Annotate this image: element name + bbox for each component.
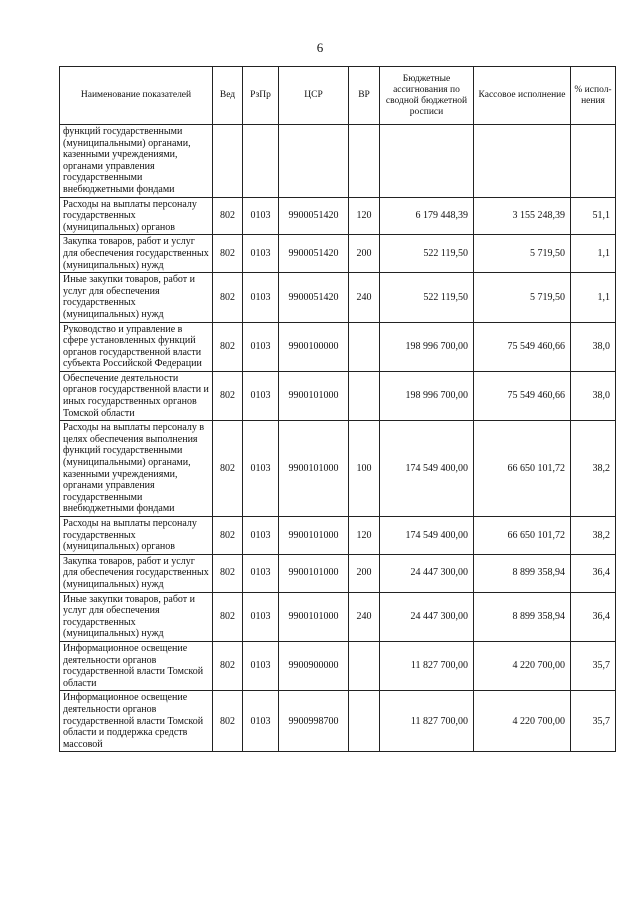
cell-rzpr: 0103 bbox=[243, 197, 279, 235]
cell-name: Закупка товаров, работ и услуг для обеспечения государственных (муниципальных) нужд bbox=[60, 235, 213, 273]
cell-budget: 24 447 300,00 bbox=[380, 592, 474, 641]
cell-csr: 9900051420 bbox=[279, 235, 349, 273]
header-name: Наименование показателей bbox=[60, 67, 213, 125]
cell-vr: 200 bbox=[349, 235, 380, 273]
cell-budget: 24 447 300,00 bbox=[380, 554, 474, 592]
table-row bbox=[60, 273, 616, 322]
cell-vr: 240 bbox=[349, 273, 380, 322]
cell-name: Расходы на выплаты персоналу в целях обеспечения выполнения функций государственными (муниципальными) органами, казенными учреждениями, органами управления государственными внебюджетными фондами bbox=[60, 421, 213, 517]
cell-cash: 5 719,50 bbox=[474, 235, 571, 273]
header-csr: ЦСР bbox=[279, 67, 349, 125]
cell-budget: 522 119,50 bbox=[380, 235, 474, 273]
table-row bbox=[60, 421, 616, 517]
cell-name: Руководство и управление в сфере установленных функций органов государственной власти субъекта Российской Федерации bbox=[60, 322, 213, 371]
cell-pct: 51,1 bbox=[571, 197, 616, 235]
cell-vr: 120 bbox=[349, 517, 380, 555]
cell-name: Иные закупки товаров, работ и услуг для обеспечения государственных (муниципальных) нужд bbox=[60, 273, 213, 322]
table-body bbox=[60, 125, 616, 752]
cell-rzpr: 0103 bbox=[243, 421, 279, 517]
cell-vr bbox=[349, 371, 380, 420]
cell-pct: 38,2 bbox=[571, 517, 616, 555]
cell-rzpr bbox=[243, 125, 279, 198]
cell-vr bbox=[349, 691, 380, 752]
cell-vr bbox=[349, 641, 380, 690]
cell-budget: 522 119,50 bbox=[380, 273, 474, 322]
table-row bbox=[60, 322, 616, 371]
header-cash: Кассовое исполнение bbox=[474, 67, 571, 125]
table-row bbox=[60, 125, 616, 198]
cell-vr: 240 bbox=[349, 592, 380, 641]
cell-cash: 66 650 101,72 bbox=[474, 421, 571, 517]
cell-pct: 38,2 bbox=[571, 421, 616, 517]
cell-ved: 802 bbox=[213, 421, 243, 517]
cell-budget: 198 996 700,00 bbox=[380, 322, 474, 371]
cell-cash: 5 719,50 bbox=[474, 273, 571, 322]
cell-ved: 802 bbox=[213, 371, 243, 420]
cell-ved: 802 bbox=[213, 691, 243, 752]
cell-cash: 4 220 700,00 bbox=[474, 691, 571, 752]
cell-csr: 9900100000 bbox=[279, 322, 349, 371]
table-row bbox=[60, 371, 616, 420]
cell-csr bbox=[279, 125, 349, 198]
header-rzpr: РзПр bbox=[243, 67, 279, 125]
cell-rzpr: 0103 bbox=[243, 592, 279, 641]
cell-ved: 802 bbox=[213, 641, 243, 690]
cell-vr bbox=[349, 322, 380, 371]
cell-ved: 802 bbox=[213, 592, 243, 641]
cell-cash: 8 899 358,94 bbox=[474, 554, 571, 592]
cell-csr: 9900051420 bbox=[279, 273, 349, 322]
cell-csr: 9900101000 bbox=[279, 371, 349, 420]
cell-name: Расходы на выплаты персоналу государственных (муниципальных) органов bbox=[60, 517, 213, 555]
cell-name: Закупка товаров, работ и услуг для обеспечения государственных (муниципальных) нужд bbox=[60, 554, 213, 592]
cell-pct: 35,7 bbox=[571, 641, 616, 690]
cell-name: Информационное освещение деятельности органов государственной власти Томской области и поддержка средств массовой bbox=[60, 691, 213, 752]
cell-vr: 120 bbox=[349, 197, 380, 235]
cell-csr: 9900101000 bbox=[279, 592, 349, 641]
cell-pct: 36,4 bbox=[571, 592, 616, 641]
cell-rzpr: 0103 bbox=[243, 691, 279, 752]
cell-ved: 802 bbox=[213, 197, 243, 235]
cell-name: Обеспечение деятельности органов государственной власти и иных государственных органов Томской области bbox=[60, 371, 213, 420]
header-vr: ВР bbox=[349, 67, 380, 125]
cell-budget: 198 996 700,00 bbox=[380, 371, 474, 420]
cell-name: Иные закупки товаров, работ и услуг для обеспечения государственных (муниципальных) нужд bbox=[60, 592, 213, 641]
cell-pct: 1,1 bbox=[571, 273, 616, 322]
header-pct: % испол-нения bbox=[571, 67, 616, 125]
cell-cash: 8 899 358,94 bbox=[474, 592, 571, 641]
cell-budget: 174 549 400,00 bbox=[380, 517, 474, 555]
cell-ved: 802 bbox=[213, 517, 243, 555]
cell-cash: 75 549 460,66 bbox=[474, 371, 571, 420]
cell-ved: 802 bbox=[213, 273, 243, 322]
cell-rzpr: 0103 bbox=[243, 554, 279, 592]
cell-pct: 38,0 bbox=[571, 322, 616, 371]
cell-pct: 36,4 bbox=[571, 554, 616, 592]
cell-csr: 9900101000 bbox=[279, 517, 349, 555]
cell-name: Расходы на выплаты персоналу государственных (муниципальных) органов bbox=[60, 197, 213, 235]
cell-pct: 35,7 bbox=[571, 691, 616, 752]
cell-rzpr: 0103 bbox=[243, 371, 279, 420]
cell-rzpr: 0103 bbox=[243, 235, 279, 273]
cell-rzpr: 0103 bbox=[243, 273, 279, 322]
table-row bbox=[60, 235, 616, 273]
cell-cash: 66 650 101,72 bbox=[474, 517, 571, 555]
cell-csr: 9900101000 bbox=[279, 554, 349, 592]
cell-rzpr: 0103 bbox=[243, 641, 279, 690]
cell-vr bbox=[349, 125, 380, 198]
page-number: 6 bbox=[316, 40, 324, 55]
cell-name: функций государственными (муниципальными) органами, казенными учреждениями, органами управления государственными внебюджетными фондами bbox=[60, 125, 213, 198]
table-row bbox=[60, 691, 616, 752]
table-row bbox=[60, 554, 616, 592]
cell-rzpr: 0103 bbox=[243, 322, 279, 371]
table-row bbox=[60, 197, 616, 235]
budget-execution-table bbox=[59, 66, 616, 752]
table-row bbox=[60, 592, 616, 641]
cell-ved: 802 bbox=[213, 554, 243, 592]
cell-rzpr: 0103 bbox=[243, 517, 279, 555]
cell-budget: 6 179 448,39 bbox=[380, 197, 474, 235]
header-budget: Бюджетные ассигнования по сводной бюджетной росписи bbox=[380, 67, 474, 125]
cell-pct bbox=[571, 125, 616, 198]
cell-cash: 75 549 460,66 bbox=[474, 322, 571, 371]
table-header-row bbox=[60, 67, 616, 125]
cell-budget: 11 827 700,00 bbox=[380, 691, 474, 752]
cell-budget bbox=[380, 125, 474, 198]
cell-ved: 802 bbox=[213, 235, 243, 273]
cell-csr: 9900101000 bbox=[279, 421, 349, 517]
cell-cash: 4 220 700,00 bbox=[474, 641, 571, 690]
cell-budget: 11 827 700,00 bbox=[380, 641, 474, 690]
cell-csr: 9900900000 bbox=[279, 641, 349, 690]
cell-ved bbox=[213, 125, 243, 198]
cell-name: Информационное освещение деятельности органов государственной власти Томской области bbox=[60, 641, 213, 690]
table-row bbox=[60, 517, 616, 555]
header-ved: Вед bbox=[213, 67, 243, 125]
cell-pct: 38,0 bbox=[571, 371, 616, 420]
cell-csr: 9900051420 bbox=[279, 197, 349, 235]
cell-cash: 3 155 248,39 bbox=[474, 197, 571, 235]
table-row bbox=[60, 641, 616, 690]
cell-csr: 9900998700 bbox=[279, 691, 349, 752]
cell-budget: 174 549 400,00 bbox=[380, 421, 474, 517]
cell-vr: 200 bbox=[349, 554, 380, 592]
cell-vr: 100 bbox=[349, 421, 380, 517]
cell-ved: 802 bbox=[213, 322, 243, 371]
cell-pct: 1,1 bbox=[571, 235, 616, 273]
cell-cash bbox=[474, 125, 571, 198]
